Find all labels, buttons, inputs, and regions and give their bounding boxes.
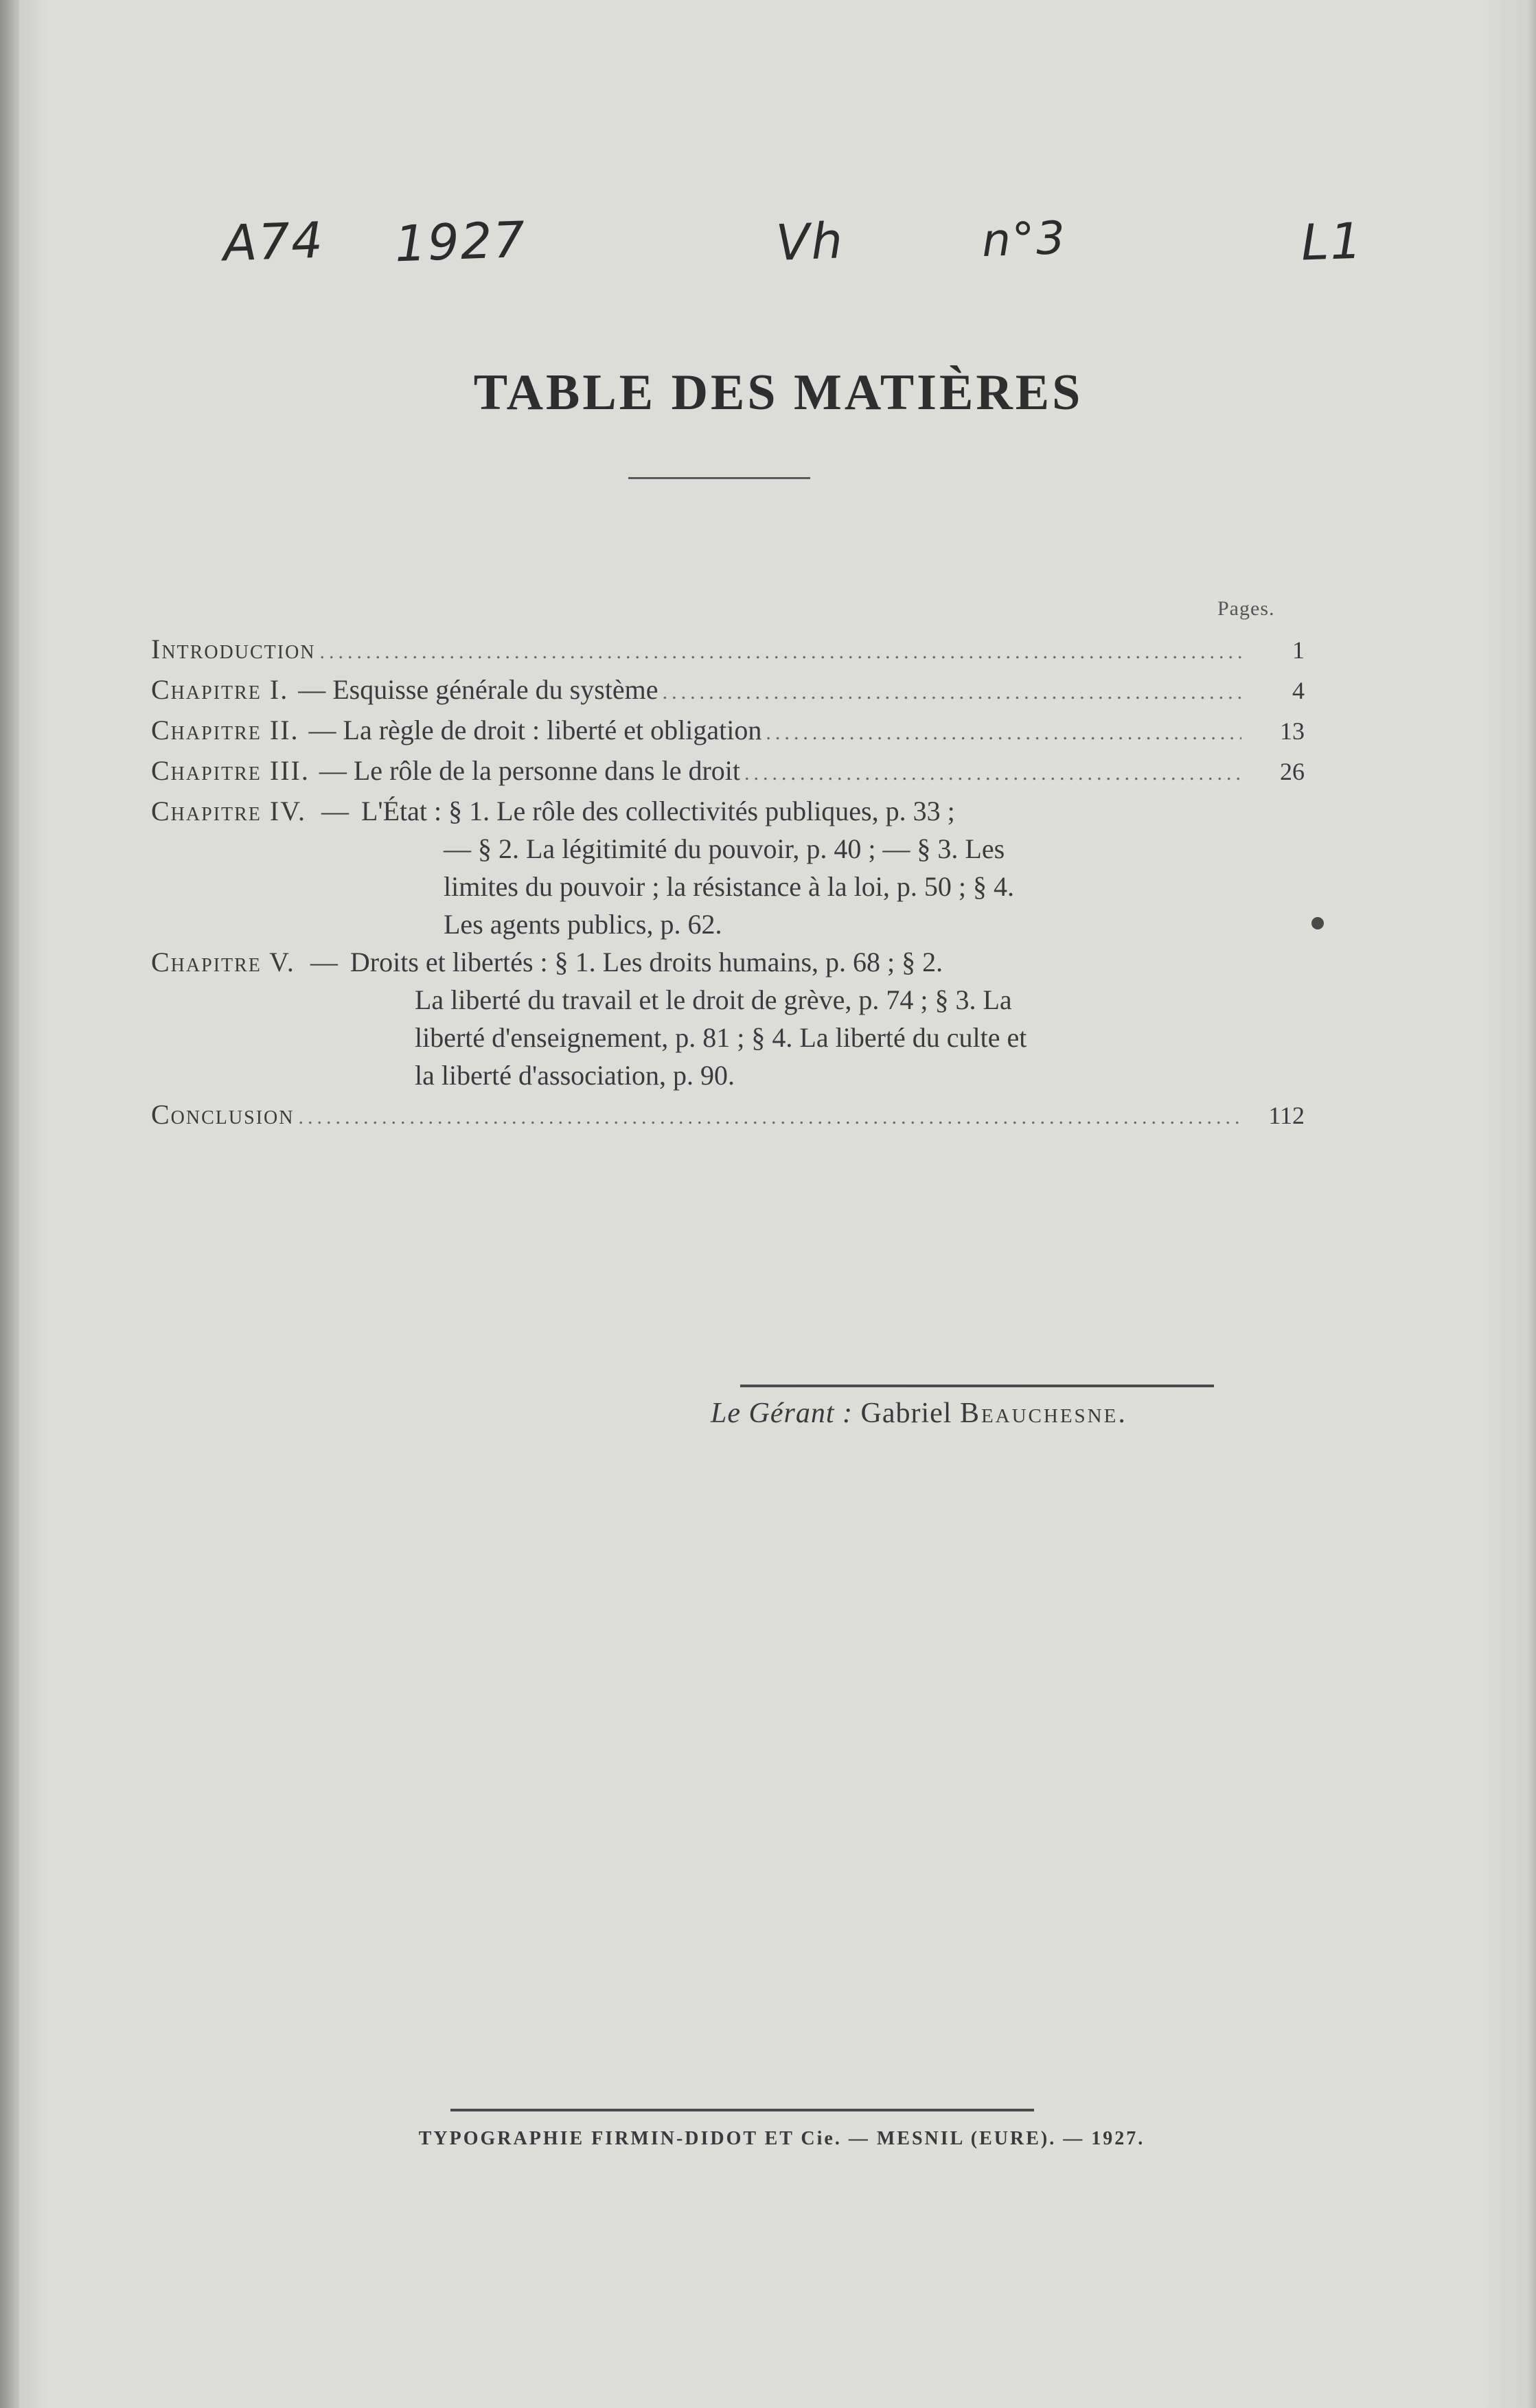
dot-leader	[298, 1098, 1241, 1136]
signature-divider	[740, 1385, 1214, 1387]
handwritten-note-1: A74	[222, 211, 325, 273]
ink-speck	[1311, 917, 1324, 929]
publisher-signature	[711, 1397, 1127, 1430]
printer-imprint: TYPOGRAPHIE FIRMIN-DIDOT ET Cie. — MESNIL (EURE). — 1927.	[418, 2128, 1145, 2149]
toc-page-number: 26	[1280, 758, 1305, 785]
toc-dash: —	[310, 947, 338, 977]
toc-text-line: limites du pouvoir ; la résistance à la loi, p. 50 ; § 4.	[444, 871, 1014, 902]
dot-leader	[766, 714, 1241, 752]
toc-text-line: Les agents publics, p. 62.	[444, 909, 722, 940]
toc-title: — La règle de droit : liberté et obligation	[308, 715, 762, 745]
toc-entry-chapter-2	[151, 711, 1305, 752]
toc-dash: —	[321, 796, 349, 826]
toc-title: — Esquisse générale du système	[298, 674, 658, 705]
toc-entry-chapter-5	[151, 943, 1305, 1094]
signature-surname: Beauchesne.	[959, 1398, 1127, 1429]
toc-text-line: La liberté du travail et le droit de grève, p. 74 ; § 3. La	[415, 984, 1012, 1015]
footer-divider	[450, 2109, 1034, 2111]
dot-leader	[744, 754, 1241, 792]
toc-entry-chapter-3	[151, 752, 1305, 792]
handwritten-note-3: Vh	[775, 211, 845, 272]
toc-text-line: Droits et libertés : § 1. Les droits humains, p. 68 ; § 2.	[349, 947, 943, 977]
toc-label: Chapitre I.	[151, 674, 289, 705]
toc-page-number: 4	[1292, 677, 1305, 704]
toc-page-number: 1	[1292, 636, 1305, 664]
title-divider	[628, 477, 810, 479]
pages-column-label: Pages.	[1217, 597, 1275, 620]
toc-entry-chapter-4	[151, 792, 1305, 943]
toc-entry-conclusion	[151, 1096, 1305, 1136]
toc-page-number: 13	[1280, 717, 1305, 745]
handwritten-note-2: 1927	[393, 210, 527, 273]
toc-page-number: 112	[1268, 1102, 1305, 1129]
toc-text-line: L'État : § 1. Le rôle des collectivités publiques, p. 33 ;	[360, 796, 955, 826]
page-title: TABLE DES MATIÈRES	[473, 364, 1084, 421]
toc-label: Introduction	[151, 634, 316, 664]
toc-label: Conclusion	[151, 1099, 295, 1130]
table-of-contents	[151, 630, 1305, 1136]
toc-label: Chapitre IV.	[151, 796, 306, 826]
signature-first-name: Gabriel	[860, 1398, 952, 1429]
toc-title: — Le rôle de la personne dans le droit	[319, 755, 740, 786]
toc-label: Chapitre III.	[151, 755, 310, 786]
toc-label: Chapitre V.	[151, 947, 295, 977]
handwritten-note-4: n°3	[981, 211, 1068, 268]
toc-entry-chapter-1	[151, 671, 1305, 711]
dot-leader	[320, 633, 1241, 671]
handwritten-note-5: L1	[1300, 211, 1364, 272]
toc-text-line: — § 2. La légitimité du pouvoir, p. 40 ; — § 3. Les	[444, 833, 1005, 864]
page-binding-shadow	[0, 0, 19, 2408]
toc-text-line: la liberté d'association, p. 90.	[415, 1060, 735, 1091]
dot-leader	[663, 673, 1241, 711]
toc-label: Chapitre II.	[151, 715, 299, 745]
page-edge-shadow	[1526, 0, 1536, 2408]
signature-role: Le Gérant :	[711, 1398, 853, 1429]
toc-entry-introduction	[151, 630, 1305, 671]
toc-text-line: liberté d'enseignement, p. 81 ; § 4. La liberté du culte et	[415, 1022, 1027, 1053]
